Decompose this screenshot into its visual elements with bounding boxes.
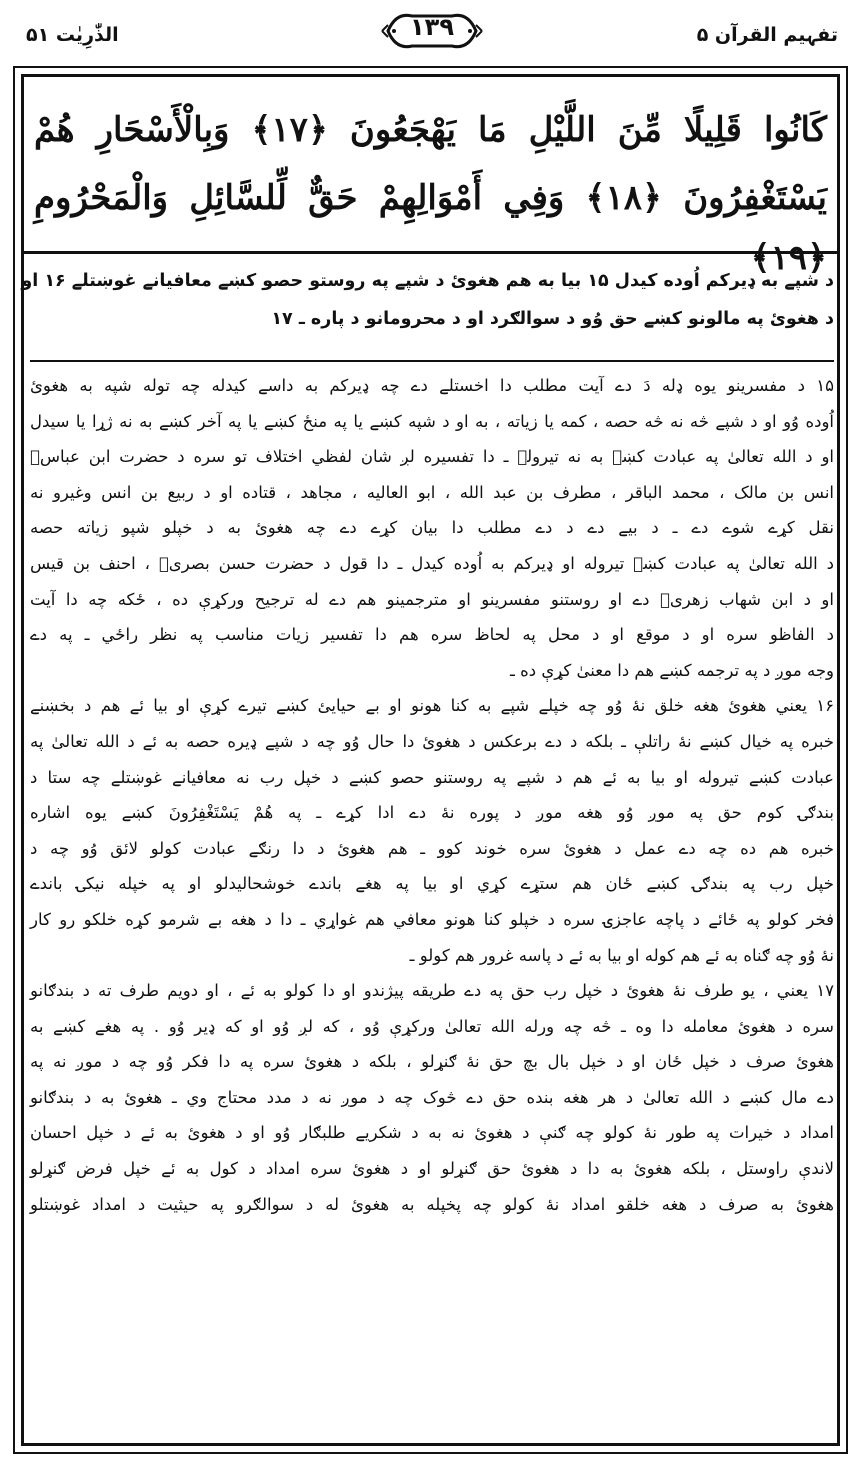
commentary-line: عبادت کښے تیروله او بیا به ئے هم د شپے په روستنو حصو کښے د خپل رب نه معافیانے غوښتلے چه ستا د bbox=[30, 767, 834, 787]
commentary-line: او د ابن شهاب زهریؒ دے او روستنو مفسرینو او مترجمینو هم دے له ترجیح ورکړې ده ، ځکه چه دا آیت bbox=[30, 589, 834, 609]
commentary-line: بندګۍ کوم حق په موږ وُو هغه موږ د پوره نهٔ دے ادا کړے ـ په هُمْ يَسْتَغْفِرُونَ کښے یوه اشاره bbox=[30, 803, 834, 823]
commentary-line: امداد د خیرات په طور نهٔ کولو چه ګنې د هغوئ نه به د شکریے طلبګار وُو او د هغوئ به ئے د خپل احسان bbox=[30, 1123, 834, 1143]
commentary-line: ۱۷ یعني ، یو طرف نهٔ هغوئ د خپل رب حق په دے طریقه پیژندو او دا کولو به ئے ، او دویم طرف ته د بندګانو bbox=[30, 981, 834, 1001]
translation-line: د شپے به ډیرکم اُوده کیدل ۱۵ بیا به هم هغوئ د شپے په روستو حصو کښے معافیانے غوښتلے ۱۶ او bbox=[21, 271, 834, 291]
book-title: تفہیم القرآن ۵ bbox=[696, 24, 838, 46]
commentary-line: اُوده وُو او د شپے څه نه څه حصه ، کمه یا زیاته ، به او د شپه کښے یا په منځ کښے یا په آخر کښے به نه ژړا یا سیدل bbox=[30, 411, 834, 431]
commentary-line: د الله تعالیٰ په عبادت کښے تیروله او ډیرکم به اُوده کیدل ـ دا قول د حضرت حسن بصریؒ ، احنف بن قیس bbox=[30, 553, 834, 573]
translation-block bbox=[21, 262, 834, 362]
commentary-line: سره د هغوئ معامله دا وه ـ څه چه ورله الله تعالیٰ ورکړې وُو ، که لږ وُو او که ډیر وُو . په هغے کښے به bbox=[30, 1016, 834, 1036]
commentary-line: انس بن مالک ، محمد الباقر ، مطرف بن عبد الله ، ابو العالیه ، مجاهد ، قتاده او د ربیع بن انس وغیرو نه bbox=[30, 482, 834, 502]
commentary-line: دے مال کښے د الله تعالیٰ د هر هغه بنده حق دے څوک چه د موږ نه د مدد محتاج وي ـ هغوئ به د بندګانو bbox=[30, 1087, 834, 1107]
commentary-line: او د الله تعالیٰ په عبادت کښے به نه تیرولے ـ دا تفسیره لږ شان لفظي اختلاف تو سره د حضرت ابن عباسؓ bbox=[30, 447, 834, 467]
commentary-line: نقل کړے شوے دے ـ د بیے دے د دے مطلب دا بیان کړے دے چه هغوئ به د خپلو شپو زیاته حصه bbox=[30, 518, 834, 538]
commentary-line: نهٔ وُو چه ګناه به ئے هم کوله او بیا به ئے د پاسه غرور هم کولو ـ bbox=[409, 945, 834, 965]
commentary-block bbox=[30, 368, 834, 1442]
page-number: ۱۳۹ bbox=[410, 13, 454, 41]
commentary-line: ۱۶ یعني هغوئ هغه خلق نهٔ وُو چه خپلے شپے به کنا هونو او بے حیایئ کښے تیرے کړې او بیا ئے هم د بخښنے bbox=[30, 696, 834, 716]
commentary-line: هغوئ به صرف د هغه خلقو امداد نهٔ کولو چه پخپله به هغوئ له د سوالګرو په حیثیت د امداد غوښتلو bbox=[30, 1194, 834, 1214]
commentary-line: ۱۵ د مفسرینو یوه ډله دَ دے آیت مطلب دا اخستلے دے چه ډیرکم به داسے کیدله چه توله شپه به هغوئ bbox=[30, 376, 834, 395]
commentary-line: لاندې راوستل ، بلکه هغوئ به دا د هغوئ حق ګنړلو او د هغوئ سره امداد د کول به ئے خپل فرض ګنړلو bbox=[30, 1159, 834, 1179]
commentary-line: خبره په خیال کښے نهٔ راتلې ـ بلکه د دے برعکس د هغوئ دا حال وُو چه د شپے ډیره حصه به ئے د الله تعالیٰ په bbox=[30, 731, 834, 751]
commentary-line: خپل رب په بندګۍ کښے ځان هم ستړے کړي او بیا په هغے باندے خوشحالیدلو او په خپله نیکۍ باندے bbox=[30, 874, 834, 894]
arabic-verse-box bbox=[24, 78, 837, 278]
commentary-line: د الفاظو سره او د موقع او د محل په لحاظ سره هم دا تفسیر زیات مناسب په نظر راځي ـ په دے bbox=[30, 625, 834, 645]
verse-line: كَانُوا قَلِيلًا مِّنَ اللَّيْلِ مَا يَهْجَعُونَ ﴿١٧﴾ وَبِالْأَسْحَارِ هُمْ bbox=[34, 110, 827, 150]
translation-line: د هغوئ په مالونو کښے حق وُو د سوالګرد او د محرومانو د پاره ـ ۱۷ bbox=[271, 309, 834, 329]
verse-line: يَسْتَغْفِرُونَ ﴿١٨﴾ وَفِي أَمْوَالِهِمْ حَقٌّ لِّلسَّائِلِ وَالْمَحْرُومِ ﴿١٩﴾ bbox=[34, 178, 827, 278]
commentary-line: وجه موږ د په ترجمه کښے هم دا معنیٰ کړې ده ـ bbox=[510, 660, 834, 680]
page-number-badge bbox=[380, 8, 484, 54]
surah-name: الذّٰرِیٰت ۵۱ bbox=[26, 24, 119, 46]
commentary-line: خبره هم ده چه دے عمل د هغوئ سره خوند کوو ـ هم هغوئ د دا رنګے عبادت کولو لائق وُو چه د bbox=[30, 838, 834, 858]
page-header bbox=[20, 8, 844, 58]
commentary-line: فخر کولو په ځائے د پاچه عاجزۍ سره د خپلو کنا هونو معافي هم غواړي ـ دا د هغه بے شرمو کړه خلکو رو کار bbox=[30, 909, 834, 929]
commentary-line: هغوئ صرف د خپل ځان او د خپل بال بچ حق نهٔ ګنړلو ، بلکه د هغوئ سره په دا فکر وُو چه د موږ نه په bbox=[30, 1052, 834, 1072]
